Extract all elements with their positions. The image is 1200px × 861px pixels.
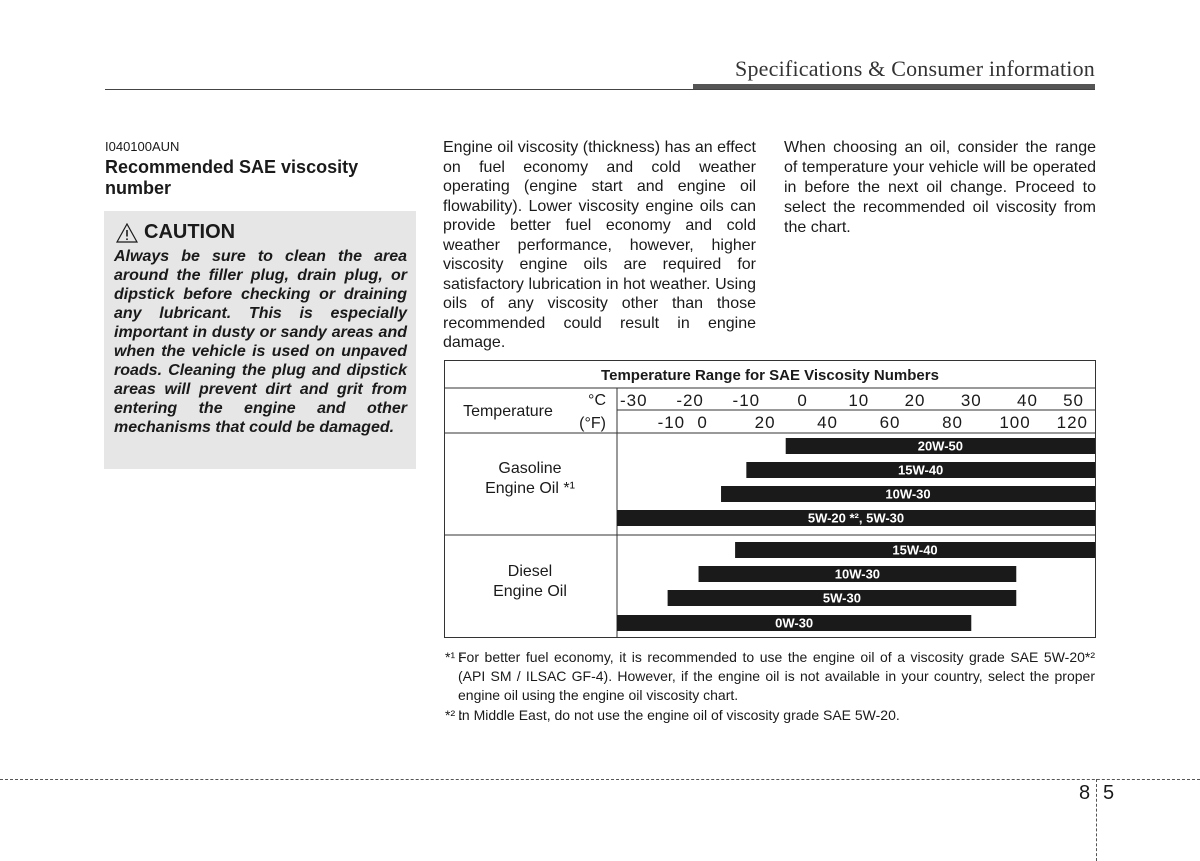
footnote-2-text: In Middle East, do not use the engine oil of viscosity grade SAE 5W-20. xyxy=(458,707,900,723)
temperature-label: Temperature xyxy=(463,403,553,420)
fahrenheit-tick-label: 60 xyxy=(879,413,901,432)
caution-box xyxy=(104,211,416,469)
fahrenheit-tick-label: -10 xyxy=(657,413,686,432)
caution-title: CAUTION xyxy=(144,221,236,243)
celsius-tick-label: 40 xyxy=(1017,391,1038,410)
chapter-number: 8 xyxy=(1079,782,1091,804)
fahrenheit-unit-label: (°F) xyxy=(579,415,606,432)
celsius-tick-label: 0 xyxy=(797,391,808,410)
viscosity-bar-label: 5W-20 *², 5W-30 xyxy=(807,510,905,526)
caution-header xyxy=(116,221,235,244)
group-label-line2: Engine Oil *¹ xyxy=(485,480,575,497)
celsius-tick-label: -30 xyxy=(620,391,648,410)
fahrenheit-tick-label: 80 xyxy=(942,413,963,432)
header-title: Specifications & Consumer information xyxy=(735,56,1095,81)
body-paragraph-choosing: When choosing an oil, consider the range of temperature your vehicle will be operated in before the next oil change. Proceed to select the recommended oil viscosity from the chart. xyxy=(784,139,1096,236)
viscosity-bar-label: 10W-30 xyxy=(834,566,881,582)
chart-title: Temperature Range for SAE Viscosity Numbers xyxy=(601,367,939,384)
page-number-divider xyxy=(1096,779,1097,861)
footer-divider xyxy=(0,779,1200,780)
footnote-2-mark: *² : xyxy=(445,707,463,723)
footnote-1-text: For better fuel economy, it is recommended to use the engine oil of a viscosity grade SAE 5W-20*² (API SM / ILSAC GF-4). However, if the engine oil is not available in your country, select the proper engine oil using the engine oil viscosity chart. xyxy=(458,649,1095,703)
viscosity-chart-svg xyxy=(444,360,1096,638)
fahrenheit-tick-label: 20 xyxy=(754,413,776,432)
viscosity-bar-label: 10W-30 xyxy=(885,486,931,502)
celsius-tick-label: 10 xyxy=(848,391,870,410)
group-label-line1: Diesel xyxy=(507,563,553,580)
celsius-tick-label: -10 xyxy=(732,391,761,410)
fahrenheit-tick-label: 0 xyxy=(697,413,708,432)
body-paragraph-viscosity: Engine oil viscosity (thickness) has an effect on fuel economy and cold weather operating (engine start and engine oil flowability). Lower viscosity engine oils can provide better fuel economy and cold weather performance, however, higher viscosity engine oils are required for satisfactory lubrication in hot weather. Using oils of any viscosity other than those recommended could result in engine damage. xyxy=(443,139,756,351)
celsius-tick-label: 30 xyxy=(960,391,982,410)
celsius-tick-label: 50 xyxy=(1063,391,1084,410)
viscosity-bar-label: 5W-30 xyxy=(822,590,861,606)
page-number: 5 xyxy=(1103,782,1115,804)
celsius-tick-label: -20 xyxy=(676,391,704,410)
footnote-1-mark: *¹ : xyxy=(445,649,463,665)
group-label-line1: Gasoline xyxy=(498,460,562,477)
warning-triangle-icon xyxy=(116,223,138,243)
footnote-2 xyxy=(445,706,1095,725)
viscosity-chart xyxy=(444,360,1096,638)
header-rule-accent xyxy=(693,84,1095,89)
section-heading: Recommended SAE viscosity number xyxy=(105,157,359,198)
celsius-unit-label: °C xyxy=(588,392,606,409)
viscosity-bar-label: 15W-40 xyxy=(892,542,938,558)
viscosity-bar-label: 20W-50 xyxy=(917,438,963,454)
fahrenheit-tick-label: 100 xyxy=(999,413,1031,432)
caution-body: Always be sure to clean the area around the filler plug, drain plug, or dipstick before checking or draining any lubricant. This is especially important in dusty or sandy areas and when the vehicle is used on unpaved roads. Cleaning the plug and dipstick areas will prevent dirt and grit from entering the engine and other mechanisms that could be damaged. xyxy=(114,248,407,436)
viscosity-bar-label: 15W-40 xyxy=(898,462,944,478)
group-label-line2: Engine Oil xyxy=(493,583,567,600)
header-rule xyxy=(105,89,1095,90)
footnote-1 xyxy=(445,648,1095,705)
viscosity-bar-label: 0W-30 xyxy=(775,615,814,631)
fahrenheit-tick-label: 40 xyxy=(817,413,839,432)
celsius-tick-label: 20 xyxy=(904,391,926,410)
fahrenheit-tick-label: 120 xyxy=(1056,413,1088,432)
section-code: I040100AUN xyxy=(105,139,180,154)
